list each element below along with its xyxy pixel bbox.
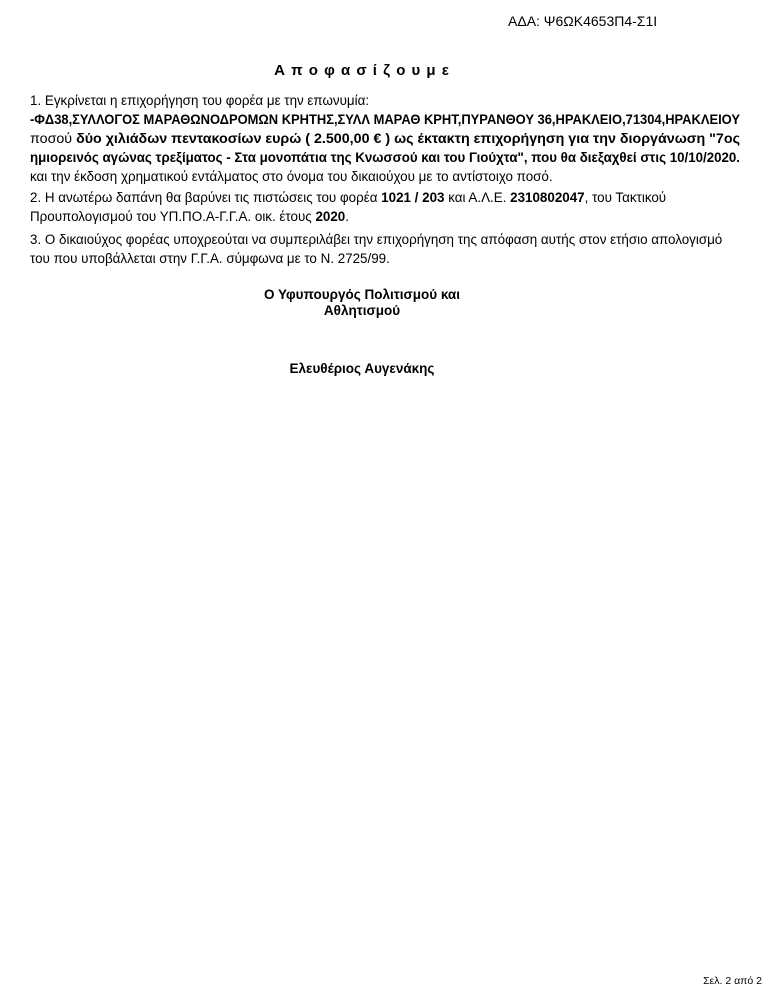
ale-code: 2310802047	[510, 190, 585, 205]
signature-title-line-2: Αθλητισμού	[323, 303, 401, 318]
paragraph-3: 3. Ο δικαιούχος φορέας υποχρεούται να συμπεριλάβει την επιχορήγηση της απόφαση αυτής στον ετήσιο απολογισμό του που υποβάλλεται στην Γ.Γ.Α. σύμφωνα με το Ν. 2725/99.	[30, 232, 723, 266]
amount-line-2	[30, 148, 742, 167]
p2-text: και Α.Λ.Ε.	[448, 190, 507, 205]
beneficiary-org-line	[30, 110, 742, 129]
p2-text: 2. Η ανωτέρω δαπάνη θα βαρύνει τις πιστώσεις του φορέα	[30, 190, 378, 205]
amount-line-1	[30, 129, 742, 148]
p2-text: .	[345, 209, 349, 224]
decision-heading: Α π ο φ α σ ί ζ ο υ μ ε	[274, 62, 450, 79]
signatory-name: Ελευθέριος Αυγενάκης	[289, 361, 435, 376]
event-text-bold: ημιορεινός αγώνας τρεξίματος - Στα μονοπάτια της Κνωσσού και του Γιούχτα", που θα διεξαχθεί στις 10/10/2020.	[30, 150, 740, 165]
signature-title	[0, 287, 724, 319]
beneficiary-org-text: -ΦΔ38,ΣΥΛΛΟΓΟΣ ΜΑΡΑΘΩΝΟΔΡΟΜΩΝ ΚΡΗΤΗΣ,ΣΥΛΛ ΜΑΡΑΘ ΚΡΗΤ,ΠΥΡΑΝΘΟΥ 36,ΗΡΑΚΛΕΙΟ,71304,ΗΡΑΚΛΕΙΟΥ	[30, 112, 740, 127]
fiscal-year: 2020	[315, 209, 346, 224]
paragraph-1	[30, 91, 742, 186]
amount-prefix: ποσού	[30, 131, 73, 146]
signature-title-line-1: Ο Υφυπουργός Πολιτισμού και	[264, 287, 460, 302]
paragraph-2	[30, 188, 742, 226]
amount-text-bold: δύο χιλιάδων πεντακοσίων ευρώ ( 2.500,00 € ) ως έκτακτη επιχορήγηση για την διοργάνωση "7ος	[76, 131, 740, 146]
budget-code: 1021 / 203	[381, 190, 445, 205]
page-number: Σελ. 2 από 2	[703, 975, 762, 987]
p2-text: , του Τακτικού Προυπολογισμού του ΥΠ.ΠΟ.Α-Γ.Γ.Α. οικ. έτους	[30, 190, 667, 224]
paragraph-1-tail: και την έκδοση χρηματικού εντάλματος στο όνομα του δικαιούχου με το αντίστοιχο ποσό.	[30, 169, 553, 184]
ada-code: ΑΔΑ: Ψ6ΩΚ4653Π4-Σ1Ι	[508, 13, 658, 29]
paragraph-1-intro: 1. Εγκρίνεται η επιχορήγηση του φορέα με την επωνυμία:	[30, 93, 370, 108]
